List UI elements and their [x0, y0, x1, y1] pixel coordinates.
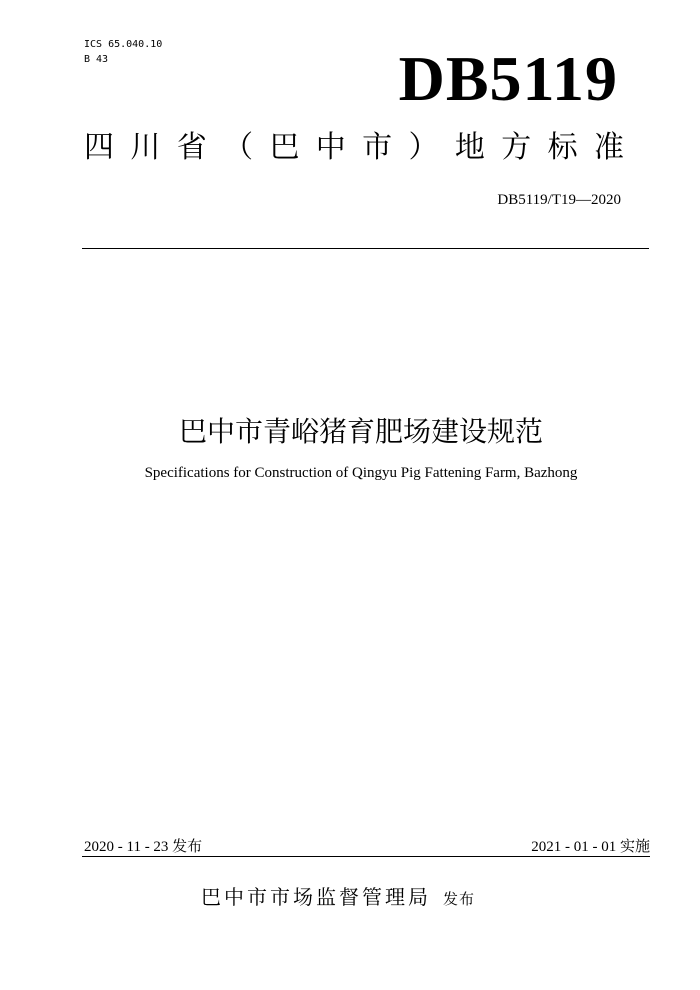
ics-code: ICS 65.040.10 [84, 39, 163, 50]
standard-type-char: 标 [547, 130, 578, 165]
header-divider [82, 248, 649, 249]
standard-number: DB5119/T19—2020 [497, 192, 621, 208]
footer-divider [82, 856, 650, 857]
release-date: 2020 - 11 - 23 发布 [84, 839, 203, 855]
standard-type-char: ） [408, 130, 439, 165]
document-title-chinese: 巴中市青峪猪育肥场建设规范 [178, 415, 543, 448]
classification-codes [84, 37, 162, 67]
document-title-english: Specifications for Construction of Qingyu Pig Fattening Farm, Bazhong [144, 465, 578, 481]
issuer-line [201, 882, 475, 914]
standard-type-char: 地 [454, 130, 485, 165]
standard-type-char: （ [223, 130, 254, 165]
standard-code: DB5119 [398, 43, 618, 114]
standard-type-char: 准 [593, 130, 624, 165]
implementation-date: 2021 - 01 - 01 实施 [531, 839, 650, 855]
ccs-code: B 43 [84, 54, 109, 65]
standard-type-char: 方 [501, 130, 532, 165]
standard-type-char: 巴 [269, 130, 300, 165]
standard-type-char: 四 [84, 130, 114, 165]
standard-type-title [84, 128, 624, 168]
issuer-name: 巴中市市场监督管理局 [201, 885, 431, 909]
standard-type-char: 市 [362, 130, 393, 165]
standard-type-char: 川 [130, 130, 161, 165]
standard-type-char: 省 [176, 130, 207, 165]
standard-type-char: 中 [315, 130, 346, 165]
issuer-suffix: 发布 [443, 890, 476, 908]
